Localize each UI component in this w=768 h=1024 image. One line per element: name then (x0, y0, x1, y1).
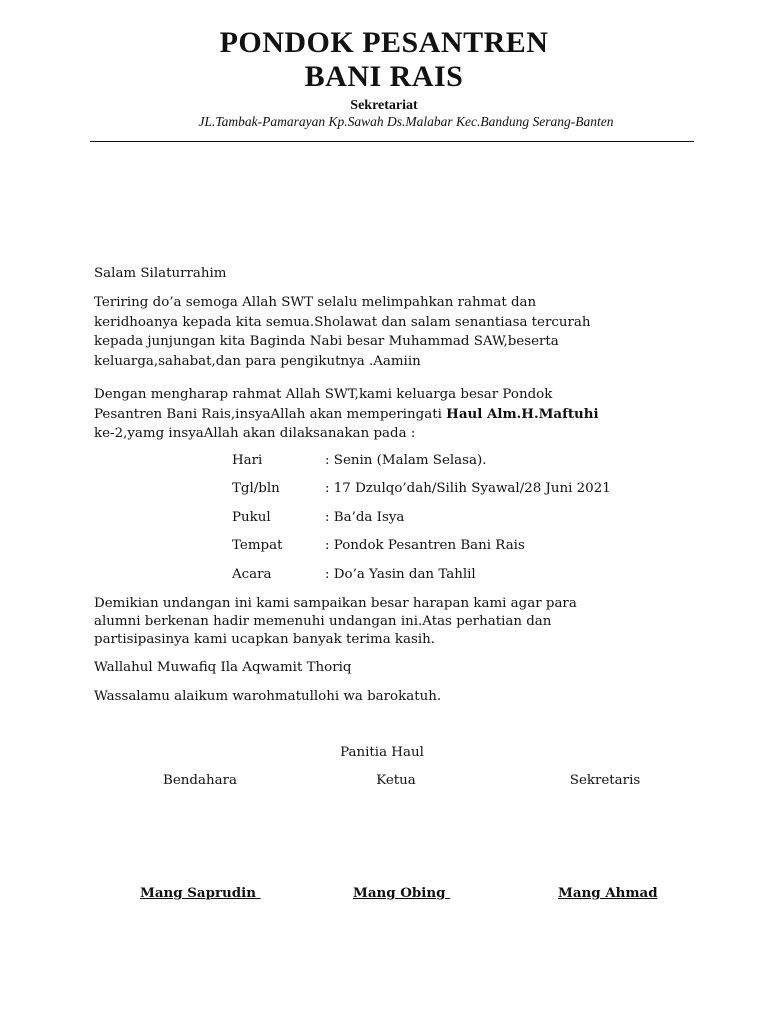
signature-name-secretary: Mang Ahmad (558, 885, 658, 901)
detail-value-hari: : Senin (Malam Selasa). (325, 453, 487, 468)
letterhead-subtitle: Sekretariat (350, 98, 418, 113)
closing-line2: Wassalamu alaikum warohmatullohi wa barokatuh. (94, 689, 442, 704)
paragraph2-line2-text: Pesantren Bani Rais,insyaAllah akan memperingati (94, 407, 447, 422)
paragraph3-line: alumni berkenan hadir memenuhi undangan ini.Atas perhatian dan (94, 614, 552, 629)
detail-value-tanggal: : 17 Dzulqo’dah/Silih Syawal/28 Juni 2021 (325, 481, 611, 496)
letterhead-title-line1: PONDOK PESANTREN (219, 26, 549, 59)
paragraph3-line: Demikian undangan ini kami sampaikan besar harapan kami agar para (94, 596, 577, 611)
detail-value-pukul: : Ba’da Isya (325, 510, 405, 525)
haul-name: Haul Alm.H.Maftuhi (446, 406, 599, 422)
detail-value-tempat: : Pondok Pesantren Bani Rais (325, 538, 525, 553)
detail-label-acara: Acara (232, 567, 272, 582)
paragraph1-line: Teriring do’a semoga Allah SWT selalu melimpahkan rahmat dan (94, 295, 537, 310)
role-chair: Ketua (376, 773, 416, 788)
detail-label-hari: Hari (232, 453, 263, 468)
signature-name-chair: Mang Obing (353, 885, 451, 901)
paragraph2-line (94, 406, 599, 422)
detail-label-pukul: Pukul (232, 510, 271, 525)
role-secretary: Sekretaris (569, 773, 641, 788)
letterhead-address: JL.Tambak-Pamarayan Kp.Sawah Ds.Malabar Kec.Bandung Serang-Banten (198, 114, 614, 129)
closing-line1: Wallahul Muwafiq Ila Aqwamit Thoriq (94, 660, 352, 675)
paragraph2-line: ke-2,yamg insyaAllah akan dilaksanakan pada : (94, 426, 416, 441)
role-treasurer: Bendahara (163, 773, 237, 788)
detail-label-tempat: Tempat (232, 538, 283, 553)
paragraph1-line: keridhoanya kepada kita semua.Sholawat dan salam senantiasa tercurah (94, 315, 591, 330)
detail-value-acara: : Do’a Yasin dan Tahlil (325, 567, 476, 582)
paragraph1-line: keluarga,sahabat,dan para pengikutnya .Aamiin (94, 354, 421, 369)
paragraph1-line: kepada junjungan kita Baginda Nabi besar Muhammad SAW,beserta (94, 334, 559, 349)
letterhead-title-line2: BANI RAIS (304, 60, 464, 93)
letterhead-divider (90, 141, 694, 142)
paragraph3-line: partisipasinya kami ucapkan banyak terima kasih. (94, 632, 436, 647)
greeting: Salam Silaturrahim (94, 266, 227, 281)
paragraph2-line: Dengan mengharap rahmat Allah SWT,kami keluarga besar Pondok (94, 387, 553, 402)
detail-label-tanggal: Tgl/bln (232, 481, 280, 496)
committee-title: Panitia Haul (340, 745, 424, 760)
signature-name-treasurer: Mang Saprudin (140, 885, 261, 901)
